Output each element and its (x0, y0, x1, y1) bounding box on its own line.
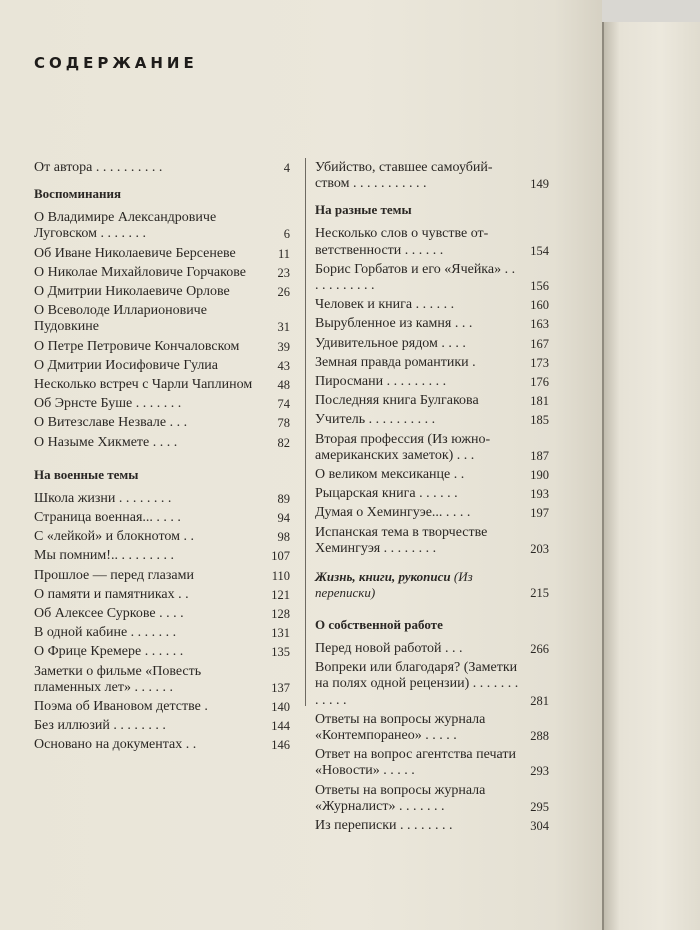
toc-entry-page: 156 (530, 279, 549, 294)
toc-entry-title: О Владимире Александровиче Луговском . . . . . . . (34, 210, 217, 242)
toc-entry (315, 641, 551, 657)
toc-entry (34, 699, 292, 715)
toc-entry-page: 110 (271, 568, 290, 583)
toc-entry (315, 432, 551, 464)
toc-entry-title: Основано на документах . . (34, 737, 197, 753)
toc-entry-page: 4 (283, 161, 290, 175)
toc-entry-title: Ответ на вопрос агентства печати «Новости» . . . . . (315, 747, 516, 779)
toc-entry (315, 316, 551, 332)
section-heading-letters (315, 569, 551, 601)
toc-entry-title: Ответы на вопросы журнала «Контемпоранео» . . . . . (315, 711, 486, 744)
toc-entry (34, 160, 292, 176)
toc-entry-title: Поэма об Ивановом детстве . (34, 699, 208, 715)
toc-entry (315, 467, 551, 483)
toc-entry (34, 303, 292, 335)
toc-entry-page: 176 (530, 375, 549, 390)
toc-entry-page: 295 (530, 799, 549, 814)
toc-entry-page: 203 (530, 541, 549, 556)
toc-entry-title: Школа жизни . . . . . . . . (34, 490, 172, 506)
toc-entry (315, 818, 551, 834)
toc-left-column (34, 160, 292, 757)
toc-entry (315, 336, 551, 352)
toc-entry (34, 377, 292, 393)
toc-entry-title: Рыцарская книга . . . . . . (315, 486, 458, 502)
toc-entry-page: 135 (271, 645, 290, 660)
toc-entry-page: 266 (530, 642, 549, 657)
toc-entry-page: 181 (530, 394, 549, 409)
toc-entry (34, 548, 292, 564)
toc-entry-page: 146 (271, 738, 290, 753)
section-heading-bold: Жизнь, книги, рукописи (315, 569, 451, 585)
toc-entry (34, 339, 292, 355)
toc-entry-page: 190 (530, 468, 549, 483)
toc-entry-page: 48 (277, 378, 290, 393)
toc-entry (315, 393, 551, 409)
toc-entry-title: Прошлое — перед глазами (34, 567, 194, 583)
toc-entry-page: 215 (530, 586, 549, 601)
toc-entry-page: 26 (277, 285, 290, 300)
toc-entry-page: 154 (530, 243, 549, 258)
toc-entry-title: Без иллюзий . . . . . . . . (34, 718, 166, 734)
toc-entry-title: О памяти и памятниках . . (34, 586, 189, 602)
toc-entry-title: Испанская тема в творчестве Хемингуэя . . . . . . . . (315, 524, 488, 556)
toc-entry-page: 121 (271, 587, 290, 602)
toc-entry (34, 210, 292, 242)
toc-entry-page: 304 (530, 819, 549, 834)
toc-entry-title: В одной кабине . . . . . . . (34, 625, 177, 641)
toc-entry-page: 288 (530, 729, 549, 744)
toc-entry (34, 737, 292, 753)
toc-entry (34, 284, 292, 300)
toc-entry (34, 587, 292, 603)
toc-right-column (315, 160, 551, 837)
toc-entry-page: 160 (530, 298, 549, 313)
toc-entry (315, 486, 551, 502)
toc-entry-page: 293 (530, 764, 549, 779)
toc-entry-title: Об Эрнсте Буше . . . . . . . (34, 396, 182, 412)
toc-entry-title: Земная правда романтики . (315, 354, 476, 370)
page-title: СОДЕРЖАНИЕ (34, 54, 198, 72)
section-heading: О собственной работе (315, 617, 443, 633)
toc-entry-page: 137 (271, 680, 290, 695)
toc-entry (315, 712, 551, 744)
toc-entry-page: 149 (530, 177, 549, 192)
toc-entry (34, 529, 292, 545)
toc-entry-page: 197 (530, 506, 549, 521)
toc-entry (315, 505, 551, 521)
toc-entry-page: 140 (271, 700, 290, 715)
toc-entry (315, 160, 551, 192)
toc-entry-page: 131 (271, 626, 290, 641)
column-divider (305, 158, 306, 706)
toc-entry (34, 718, 292, 734)
toc-entry (34, 606, 292, 622)
toc-entry-page: 185 (530, 413, 549, 428)
toc-entry-title: Несколько встреч с Чарли Чаплином (34, 377, 253, 393)
toc-entry-page: 128 (271, 607, 290, 622)
toc-entry (34, 644, 292, 660)
toc-entry-title: Думая о Хемингуэе... . . . . (315, 505, 471, 521)
toc-entry (315, 297, 551, 313)
toc-entry-title: Пиросмани . . . . . . . . . (315, 374, 447, 390)
toc-entry-page: 193 (530, 487, 549, 502)
toc-entry-page: 43 (277, 358, 290, 373)
toc-entry-page: 187 (530, 448, 549, 463)
toc-entry (34, 396, 292, 412)
toc-entry (315, 783, 551, 815)
toc-entry-page: 281 (530, 693, 549, 708)
toc-entry (34, 265, 292, 281)
toc-entry (34, 625, 292, 641)
toc-entry (34, 246, 292, 262)
toc-entry (34, 510, 292, 526)
background-strip (602, 0, 700, 22)
toc-entry-title: Мы помним!.. . . . . . . . . (34, 548, 174, 564)
section-heading-italic: (Из переписки) (315, 569, 473, 601)
toc-entry-title: Человек и книга . . . . . . (315, 297, 455, 313)
toc-entry-title: Перед новой работой . . . (315, 641, 463, 657)
toc-entry (34, 491, 292, 507)
toc-entry-title: Убийство, ставшее самоубийством . . . . . . . . . . . (315, 160, 493, 192)
toc-entry-title: О Всеволоде Илларионовиче Пудовкине (34, 303, 207, 335)
toc-entry (315, 660, 551, 709)
toc-entry-title: Вопреки или благодаря? (Заметки на полях одной рецензии) . . . . . . . . . . . . (315, 660, 519, 708)
toc-entry-page: 11 (277, 246, 290, 261)
toc-entry-title: От автора . . . . . . . . . . (34, 160, 163, 175)
toc-entry-page: 107 (271, 549, 290, 564)
toc-entry-title: Заметки о фильме «Повесть пламенных лет» . . . . . . (34, 663, 202, 695)
toc-entry (315, 355, 551, 371)
toc-entry (34, 568, 292, 584)
toc-entry-title: О Дмитрии Николаевиче Орлове (34, 284, 230, 300)
toc-entry (315, 374, 551, 390)
toc-entry (34, 358, 292, 374)
section-heading: На военные темы (34, 466, 139, 482)
toc-entry-page: 74 (277, 397, 290, 412)
next-page-edge (602, 0, 700, 930)
toc-entry-page: 23 (277, 265, 290, 280)
toc-entry-title: О Назыме Хикмете . . . . (34, 434, 178, 450)
toc-entry-page: 89 (277, 491, 290, 506)
page-gutter-line (602, 0, 604, 930)
toc-entry (315, 412, 551, 428)
toc-entry-page: 173 (530, 355, 549, 370)
toc-entry-title: Учитель . . . . . . . . . . (315, 412, 436, 428)
toc-entry-page: 31 (277, 320, 290, 335)
toc-entry-title: Вырубленное из камня . . . (315, 316, 473, 332)
toc-entry-page: 39 (277, 339, 290, 354)
toc-entry-title: Ответы на вопросы журнала «Журналист» . . . . . . . (315, 782, 486, 814)
toc-entry (34, 435, 292, 451)
toc-entry (34, 664, 292, 696)
toc-entry-title: О великом мексиканце . . (315, 467, 465, 483)
toc-entry-page: 98 (277, 530, 290, 545)
toc-entry (315, 262, 551, 294)
toc-entry-page: 78 (277, 416, 290, 431)
toc-entry-title: О Витезславе Незвале . . . (34, 415, 188, 431)
toc-entry-page: 6 (283, 227, 290, 242)
toc-entry (315, 747, 551, 779)
toc-entry (34, 415, 292, 431)
toc-entry-title: Об Иване Николаевиче Берсеневе (34, 245, 236, 261)
toc-entry (315, 226, 551, 258)
toc-entry-title: Страница военная... . . . . (34, 510, 181, 526)
section-heading: Воспоминания (34, 186, 122, 202)
toc-entry-title: Последняя книга Булгакова (315, 393, 479, 409)
toc-entry-title: Из переписки . . . . . . . . (315, 818, 453, 834)
toc-entry (315, 525, 551, 557)
toc-entry-page: 82 (277, 435, 290, 450)
toc-entry-title: Удивительное рядом . . . . (315, 335, 466, 351)
toc-entry-page: 163 (530, 317, 549, 332)
toc-entry-title: О Николае Михайловиче Горчакове (34, 264, 246, 280)
toc-entry-page: 144 (271, 719, 290, 734)
toc-entry-title: Несколько слов о чувстве ответственности . . . . . . (315, 226, 489, 258)
toc-entry-title: Об Алексее Суркове . . . . (34, 606, 184, 622)
toc-entry-page: 94 (277, 511, 290, 526)
section-heading: На разные темы (315, 202, 412, 218)
toc-entry-title: Борис Горбатов и его «Ячейка» . . . . . . . . . . . (315, 261, 516, 294)
toc-entry-title: Вторая профессия (Из южноамериканских заметок) . . . (315, 431, 491, 463)
toc-entry-title: С «лейкой» и блокнотом . . (34, 529, 195, 545)
toc-entry-title: О Дмитрии Иосифовиче Гулиа (34, 357, 219, 373)
toc-entry-page: 167 (530, 336, 549, 351)
toc-entry-title: О Фрице Кремере . . . . . . (34, 644, 184, 660)
toc-entry-title: О Петре Петровиче Кончаловском (34, 338, 240, 354)
